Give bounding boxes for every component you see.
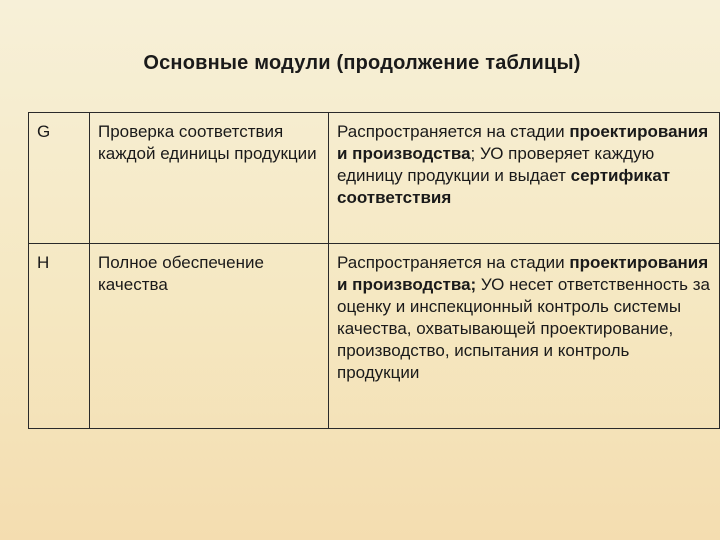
module-code: G xyxy=(29,113,90,244)
desc-bold-text: сертификат соответствия xyxy=(337,166,671,207)
modules-table xyxy=(28,112,720,429)
desc-bold-text: проектирования и производства xyxy=(337,122,709,163)
desc-bold-text: проектирования и производства; xyxy=(337,253,709,294)
module-description xyxy=(329,244,720,429)
page-title: Основные модули (продолжение таблицы) xyxy=(143,52,581,74)
desc-text: ; УО проверяет каждую единицу продукции и выдает xyxy=(337,144,655,185)
module-description xyxy=(329,113,720,244)
table-row xyxy=(29,113,720,244)
module-code: H xyxy=(29,244,90,429)
desc-text: Распространяется на стадии xyxy=(337,253,570,272)
table-row xyxy=(29,244,720,429)
desc-text: Распространяется на стадии xyxy=(337,122,570,141)
desc-text: УО несет ответственность за оценку и инспекционный контроль системы качества, охватывающей проектирование, производство, испытания и контроль продукции xyxy=(337,275,710,382)
module-name: Полное обеспечение качества xyxy=(90,244,329,429)
module-name: Проверка соответствия каждой единицы продукции xyxy=(90,113,329,244)
